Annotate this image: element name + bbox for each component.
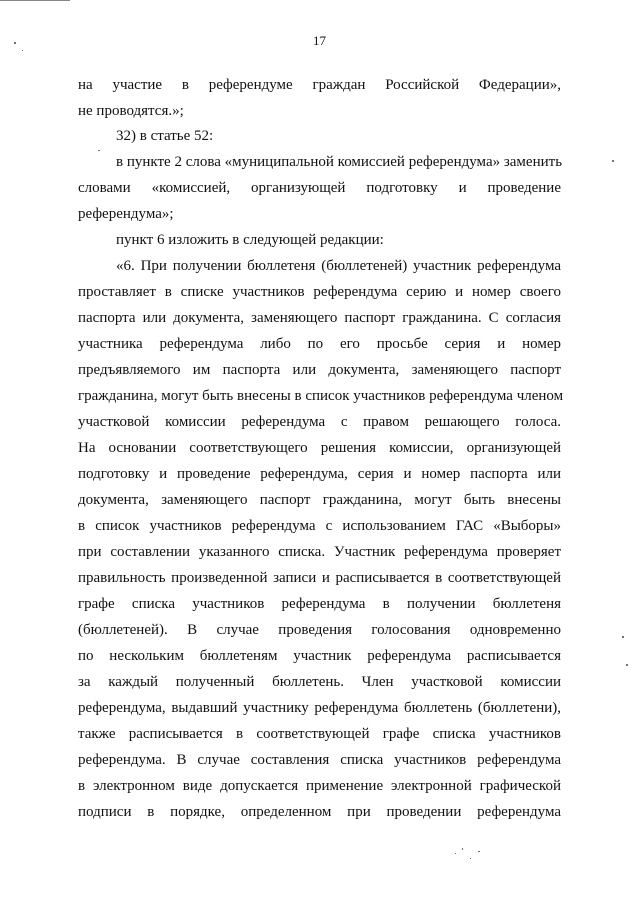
- text-line: правильность произведенной записи и расписывается в соответствующей: [78, 570, 561, 586]
- text-line: пункт 6 изложить в следующей редакции:: [116, 232, 384, 248]
- scan-speck: [22, 50, 23, 51]
- text-line: документа, заменяющего паспорт гражданина, могут быть внесены: [78, 492, 561, 508]
- text-line: по нескольким бюллетеням участник референдума расписывается: [78, 648, 561, 664]
- text-line: за каждый полученный бюллетень. Член участковой комиссии: [78, 674, 561, 690]
- text-line: в электронном виде допускается применение электронной графической: [78, 778, 561, 794]
- text-line: На основании соответствующего решения комиссии, организующей: [78, 440, 561, 456]
- scan-edge-mark: [0, 0, 70, 1]
- scan-speck: [478, 851, 480, 852]
- text-line: в список участников референдума с использованием ГАС «Выборы»: [78, 518, 561, 534]
- text-line: графе списка участников референдума в получении бюллетеня: [78, 596, 561, 612]
- text-line: словами «комиссией, организующей подготовку и проведение: [78, 180, 561, 196]
- scan-speck: [98, 150, 100, 151]
- scan-speck: [612, 160, 614, 162]
- text-line: проставляет в списке участников референдума серию и номер своего: [78, 284, 561, 300]
- page-number: 17: [313, 33, 326, 48]
- text-line: паспорта или документа, заменяющего паспорт гражданина. С согласия: [78, 310, 561, 326]
- scan-speck: [626, 664, 628, 666]
- scan-speck: [455, 853, 456, 854]
- scan-speck: [622, 636, 624, 638]
- text-line: предъявляемого им паспорта или документа, заменяющего паспорт: [78, 362, 561, 378]
- text-line: референдума, выдавший участнику референдума бюллетень (бюллетени),: [78, 700, 561, 716]
- text-line: не проводятся.»;: [78, 103, 184, 119]
- text-line: «6. При получении бюллетеня (бюллетеней) участник референдума: [116, 258, 561, 274]
- text-line: (бюллетеней). В случае проведения голосования одновременно: [78, 622, 561, 638]
- text-line: подписи в порядке, определенном при проведении референдума: [78, 804, 561, 820]
- text-line: 32) в статье 52:: [116, 128, 214, 144]
- scan-speck: [470, 858, 471, 859]
- text-line: при составлении указанного списка. Участник референдума проверяет: [78, 544, 561, 560]
- text-line: в пункте 2 слова «муниципальной комиссией референдума» заменить: [116, 154, 563, 170]
- scan-speck: [462, 848, 463, 850]
- text-line: также расписывается в соответствующей графе списка участников: [78, 726, 561, 742]
- text-line: на участие в референдуме граждан Российской Федерации»,: [78, 77, 561, 93]
- text-line: участковой комиссии референдума с правом решающего голоса.: [78, 414, 561, 430]
- text-line: гражданина, могут быть внесены в список участников референдума членом: [78, 388, 564, 404]
- text-line: участника референдума либо по его просьбе серия и номер: [78, 336, 561, 352]
- text-line: референдума. В случае составления списка участников референдума: [78, 752, 561, 768]
- text-line: подготовку и проведение референдума, серия и номер паспорта или: [78, 466, 561, 482]
- text-line: референдума»;: [78, 206, 174, 222]
- scan-speck: [14, 42, 16, 44]
